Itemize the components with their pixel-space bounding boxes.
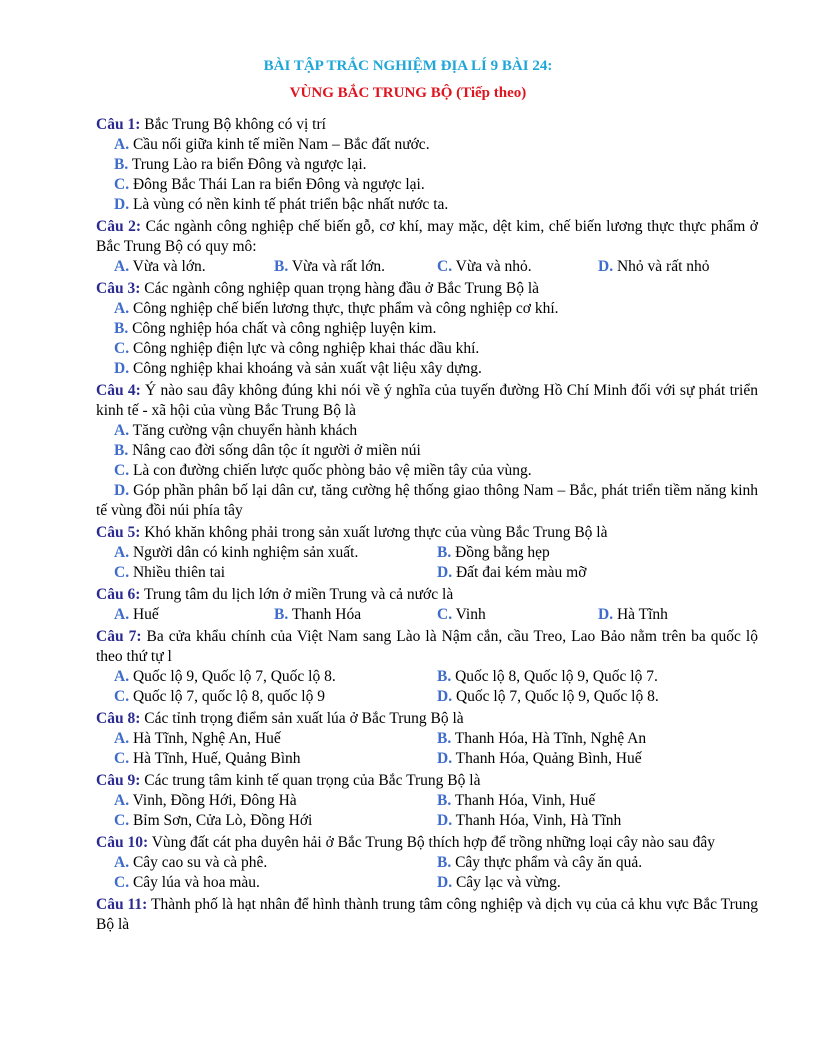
option-text: Đông Bắc Thái Lan ra biển Đông và ngược lại.	[129, 176, 425, 193]
question-label: Câu 8:	[96, 710, 141, 727]
question-7	[96, 627, 758, 707]
question-1	[96, 115, 758, 215]
option-text: Thanh Hóa, Vinh, Huế	[451, 792, 596, 809]
question-label: Câu 10:	[96, 834, 149, 851]
option-letter: B.	[437, 544, 452, 561]
option-a[interactable]	[114, 791, 437, 811]
option-text: Huế	[129, 606, 159, 623]
option-letter: C.	[114, 812, 130, 829]
option-letter: B.	[114, 320, 129, 337]
option-letter: D.	[598, 258, 614, 275]
option-letter: A.	[114, 300, 130, 317]
option-d[interactable]	[437, 749, 642, 769]
question-6	[96, 585, 758, 625]
option-letter: D.	[598, 606, 614, 623]
option-d[interactable]	[96, 481, 758, 521]
option-c[interactable]	[114, 749, 437, 769]
option-text: Công nghiệp hóa chất và công nghiệp luyện kim.	[128, 320, 437, 337]
option-b[interactable]	[437, 791, 595, 811]
option-text: Quốc lộ 7, quốc lộ 8, quốc lộ 9	[129, 688, 325, 705]
option-a[interactable]	[96, 421, 758, 441]
option-text: Cầu nối giữa kinh tế miền Nam – Bắc đất nước.	[129, 136, 430, 153]
option-text: Vừa và rất lớn.	[288, 258, 386, 275]
option-b[interactable]	[437, 667, 658, 687]
option-b[interactable]	[274, 257, 437, 277]
question-label: Câu 1:	[96, 116, 141, 133]
option-c[interactable]	[114, 563, 437, 583]
option-letter: D.	[437, 812, 453, 829]
option-letter: C.	[437, 258, 453, 275]
option-text: Quốc lộ 8, Quốc lộ 9, Quốc lộ 7.	[451, 668, 658, 685]
option-letter: A.	[114, 854, 130, 871]
option-letter: A.	[114, 422, 130, 439]
option-letter: B.	[437, 730, 452, 747]
option-text: Trung Lào ra biển Đông và ngược lại.	[128, 156, 367, 173]
option-d[interactable]	[437, 687, 659, 707]
option-text: Công nghiệp khai khoáng và sản xuất vật liệu xây dựng.	[129, 360, 482, 377]
option-letter: C.	[114, 176, 130, 193]
option-letter: D.	[114, 196, 130, 213]
option-text: Cây lúa và hoa màu.	[129, 874, 260, 891]
option-b[interactable]	[96, 319, 758, 339]
question-text: Trung tâm du lịch lớn ở miền Trung và cả nước là	[140, 586, 454, 603]
option-text: Vừa và nhỏ.	[452, 258, 532, 275]
option-text: Hà Tĩnh, Nghệ An, Huế	[129, 730, 281, 747]
option-letter: C.	[114, 564, 130, 581]
question-text: Vùng đất cát pha duyên hải ở Bắc Trung Bộ thích hợp để trồng những loại cây nào sau đây	[148, 834, 716, 851]
option-c[interactable]	[437, 257, 598, 277]
option-c[interactable]	[96, 175, 758, 195]
option-text: Hà Tĩnh	[613, 606, 668, 623]
question-label: Câu 5:	[96, 524, 141, 541]
option-letter: A.	[114, 258, 130, 275]
question-label: Câu 3:	[96, 280, 141, 297]
option-b[interactable]	[96, 155, 758, 175]
question-10	[96, 833, 758, 893]
question-8	[96, 709, 758, 769]
question-text: Các tỉnh trọng điểm sản xuất lúa ở Bắc Trung Bộ là	[140, 710, 464, 727]
option-text: Công nghiệp chế biến lương thực, thực phẩm và công nghiệp cơ khí.	[129, 300, 559, 317]
option-letter: D.	[114, 360, 130, 377]
option-letter: B.	[114, 156, 129, 173]
option-letter: B.	[437, 854, 452, 871]
option-text: Là con đường chiến lược quốc phòng bảo vệ miền tây của vùng.	[129, 462, 532, 479]
question-text: Khó khăn không phải trong sản xuất lương thực của vùng Bắc Trung Bộ là	[140, 524, 608, 541]
option-a[interactable]	[96, 299, 758, 319]
option-c[interactable]	[114, 687, 437, 707]
option-d[interactable]	[96, 195, 758, 215]
option-letter: A.	[114, 668, 130, 685]
question-label: Câu 7:	[96, 628, 142, 645]
option-text: Quốc lộ 7, Quốc lộ 9, Quốc lộ 8.	[452, 688, 659, 705]
option-letter: A.	[114, 544, 130, 561]
option-b[interactable]	[437, 729, 646, 749]
option-a[interactable]	[114, 543, 437, 563]
option-text: Thanh Hóa, Vinh, Hà Tĩnh	[452, 812, 622, 829]
document-subtitle: VÙNG BẮC TRUNG BỘ (Tiếp theo)	[289, 85, 527, 101]
option-letter: D.	[437, 874, 453, 891]
option-text: Thanh Hóa, Hà Tĩnh, Nghệ An	[451, 730, 647, 747]
option-c[interactable]	[114, 811, 437, 831]
option-d[interactable]	[96, 359, 758, 379]
option-letter: C.	[114, 750, 130, 767]
question-9	[96, 771, 758, 831]
option-text: Thanh Hóa	[288, 606, 362, 623]
option-text: Là vùng có nền kinh tế phát triển bậc nhất nước ta.	[129, 196, 449, 213]
option-c[interactable]	[96, 461, 758, 481]
option-letter: A.	[114, 792, 130, 809]
option-b[interactable]	[274, 605, 437, 625]
option-text: Người dân có kinh nghiệm sản xuất.	[129, 544, 359, 561]
option-b[interactable]	[96, 441, 758, 461]
question-text: Thành phố là hạt nhân để hình thành trung tâm công nghiệp và dịch vụ của cả khu vực Bắc Trung Bộ là	[96, 896, 758, 933]
option-letter: D.	[114, 482, 130, 499]
option-text: Nâng cao đời sống dân tộc ít người ở miền núi	[128, 442, 421, 459]
option-letter: C.	[114, 462, 130, 479]
option-text: Cây lạc và vừng.	[452, 874, 561, 891]
option-a[interactable]	[114, 853, 437, 873]
option-d[interactable]	[437, 811, 621, 831]
question-4	[96, 381, 758, 521]
option-text: Nhỏ và rất nhỏ	[613, 258, 710, 275]
option-text: Nhiều thiên tai	[129, 564, 226, 581]
option-text: Đất đai kém màu mỡ	[452, 564, 587, 581]
option-c[interactable]	[114, 873, 437, 893]
question-text: Các ngành công nghiệp quan trọng hàng đầu ở Bắc Trung Bộ là	[140, 280, 540, 297]
question-label: Câu 2:	[96, 218, 142, 235]
option-letter: B.	[274, 258, 289, 275]
option-d[interactable]	[598, 257, 710, 277]
document-title: BÀI TẬP TRẮC NGHIỆM ĐỊA LÍ 9 BÀI 24:	[263, 58, 553, 74]
option-text: Góp phần phân bố lại dân cư, tăng cường hệ thống giao thông Nam – Bắc, phát triển tiềm năng kinh tế vùng đồi núi phía tây	[96, 482, 758, 519]
option-a[interactable]	[114, 729, 437, 749]
option-text: Cây cao su và cà phê.	[129, 854, 268, 871]
option-b[interactable]	[437, 543, 550, 563]
question-text: Ba cửa khẩu chính của Việt Nam sang Lào là Nậm cắn, cầu Treo, Lao Bảo nằm trên ba quốc lộ theo thứ tự l	[96, 628, 758, 665]
question-text: Ý nào sau đây không đúng khi nói về ý nghĩa của tuyến đường Hồ Chí Minh đối với sự phát triển kinh tế - xã hội của vùng Bắc Trung Bộ là	[96, 382, 758, 419]
question-label: Câu 11:	[96, 896, 148, 913]
option-letter: D.	[437, 750, 453, 767]
option-text: Vinh, Đồng Hới, Đông Hà	[129, 792, 297, 809]
question-5	[96, 523, 758, 583]
option-a[interactable]	[114, 667, 437, 687]
option-letter: A.	[114, 136, 130, 153]
question-2	[96, 217, 758, 277]
option-letter: B.	[274, 606, 289, 623]
option-d[interactable]	[437, 563, 586, 583]
option-text: Tăng cường vận chuyển hành khách	[129, 422, 358, 439]
option-letter: D.	[437, 564, 453, 581]
question-text: Các ngành công nghiệp chế biến gỗ, cơ khí, may mặc, dệt kim, chế biến lương thực thực phẩm ở Bắc Trung Bộ có quy mô:	[96, 218, 759, 255]
option-a[interactable]	[114, 605, 274, 625]
option-text: Thanh Hóa, Quảng Bình, Huế	[452, 750, 642, 767]
option-d[interactable]	[598, 605, 668, 625]
option-text: Cây thực phẩm và cây ăn quả.	[451, 854, 643, 871]
question-label: Câu 4:	[96, 382, 141, 399]
option-c[interactable]	[96, 339, 758, 359]
option-letter: B.	[437, 668, 452, 685]
option-d[interactable]	[437, 873, 561, 893]
option-c[interactable]	[437, 605, 598, 625]
option-text: Hà Tĩnh, Huế, Quảng Bình	[129, 750, 301, 767]
option-text: Đồng bằng hẹp	[451, 544, 550, 561]
option-text: Vinh	[452, 606, 486, 623]
option-letter: C.	[437, 606, 453, 623]
option-letter: B.	[437, 792, 452, 809]
question-text: Bắc Trung Bộ không có vị trí	[140, 116, 326, 133]
question-3	[96, 279, 758, 379]
option-a[interactable]	[96, 135, 758, 155]
option-letter: C.	[114, 340, 130, 357]
option-text: Quốc lộ 9, Quốc lộ 7, Quốc lộ 8.	[129, 668, 336, 685]
question-label: Câu 9:	[96, 772, 141, 789]
option-letter: A.	[114, 606, 130, 623]
option-text: Công nghiệp điện lực và công nghiệp khai thác dầu khí.	[129, 340, 480, 357]
option-letter: B.	[114, 442, 129, 459]
option-b[interactable]	[437, 853, 642, 873]
option-letter: A.	[114, 730, 130, 747]
question-11	[96, 895, 758, 935]
question-text: Các trung tâm kinh tế quan trọng của Bắc Trung Bộ là	[140, 772, 481, 789]
option-letter: C.	[114, 688, 130, 705]
option-letter: C.	[114, 874, 130, 891]
option-a[interactable]	[114, 257, 274, 277]
option-text: Bỉm Sơn, Cửa Lò, Đồng Hới	[129, 812, 313, 829]
question-label: Câu 6:	[96, 586, 141, 603]
option-letter: D.	[437, 688, 453, 705]
option-text: Vừa và lớn.	[129, 258, 206, 275]
question-list	[96, 113, 758, 935]
